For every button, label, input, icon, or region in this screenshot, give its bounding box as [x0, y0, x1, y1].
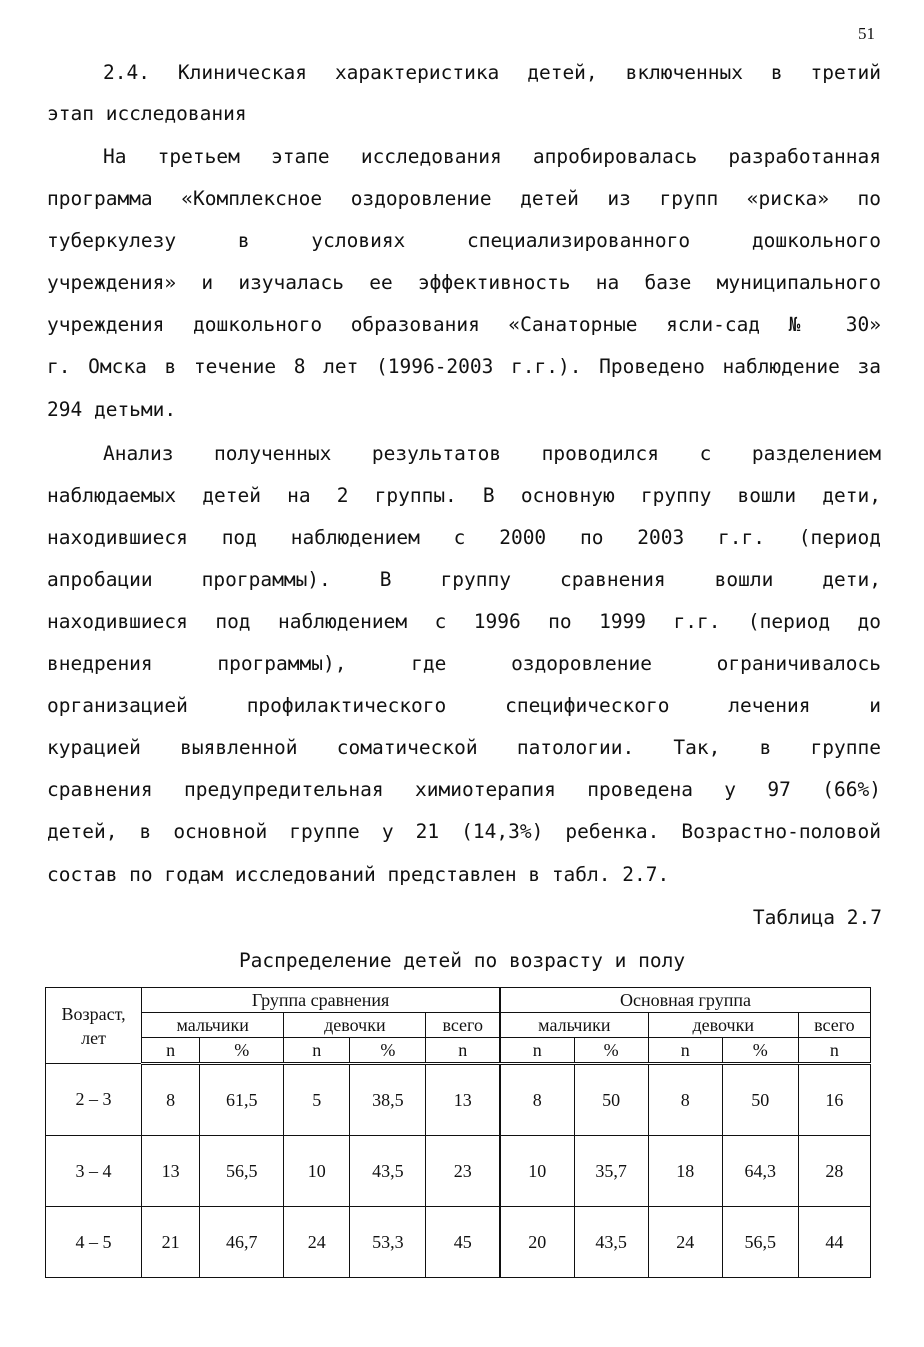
table-cell: 64,3	[722, 1136, 798, 1207]
paragraph-2-line-4: апробации программы). В группу сравнения вошли дети,	[47, 568, 881, 591]
table-cell: 8	[142, 1064, 200, 1136]
header-n: n	[142, 1038, 200, 1064]
age-cell: 2 – 3	[46, 1064, 142, 1136]
table-cell: 10	[284, 1136, 350, 1207]
paragraph-1-line-4: учреждения» и изучалась ее эффективность на базе муниципального	[47, 271, 881, 294]
paragraph-1-line-2: программа «Комплексное оздоровление детей из групп «риска» по	[47, 187, 881, 210]
paragraph-2-line-3: находившиеся под наблюдением с 2000 по 2003 г.г. (период	[47, 526, 881, 549]
paragraph-2-line-2: наблюдаемых детей на 2 группы. В основную группу вошли дети,	[47, 484, 881, 507]
comparison-girls-header: девочки	[284, 1013, 426, 1038]
distribution-table	[45, 987, 871, 1278]
table-cell: 23	[426, 1136, 500, 1207]
header-pct: %	[350, 1038, 426, 1064]
header-n: n	[426, 1038, 500, 1064]
table-cell: 13	[426, 1064, 500, 1136]
paragraph-2-line-9: сравнения предупредительная химиотерапия проведена у 97 (66%)	[47, 778, 881, 801]
table-cell: 35,7	[574, 1136, 648, 1207]
section-heading-line-2: этап исследования	[47, 102, 247, 125]
table-cell: 8	[500, 1064, 574, 1136]
header-pct: %	[722, 1038, 798, 1064]
table-cell: 18	[648, 1136, 722, 1207]
table-row	[46, 1136, 871, 1207]
section-heading-line-1: 2.4. Клиническая характеристика детей, включенных в третий	[103, 61, 881, 84]
table-cell: 24	[648, 1207, 722, 1278]
header-pct: %	[574, 1038, 648, 1064]
table-caption: Распределение детей по возрасту и полу	[238, 949, 686, 972]
table-header-row-1	[46, 988, 871, 1013]
header-n: n	[648, 1038, 722, 1064]
paragraph-2-line-7: организацией профилактического специфического лечения и	[47, 694, 881, 717]
paragraph-2-line-5: находившиеся под наблюдением с 1996 по 1999 г.г. (период до	[47, 610, 881, 633]
paragraph-2-line-1: Анализ полученных результатов проводился с разделением	[103, 442, 881, 465]
table-cell: 50	[574, 1064, 648, 1136]
age-header	[46, 988, 142, 1064]
table-cell: 45	[426, 1207, 500, 1278]
page-number: 51	[858, 24, 875, 43]
paragraph-1-line-3: туберкулезу в условиях специализированного дошкольного	[47, 229, 881, 252]
paragraph-1-line-5: учреждения дошкольного образования «Санаторные ясли-сад № 30»	[47, 313, 881, 336]
table-cell: 5	[284, 1064, 350, 1136]
table-row	[46, 1064, 871, 1136]
paragraph-2-line-6: внедрения программы), где оздоровление ограничивалось	[47, 652, 881, 675]
paragraph-2-line-8: курацией выявленной соматической патологии. Так, в группе	[47, 736, 881, 759]
table-cell: 46,7	[200, 1207, 284, 1278]
table-cell: 24	[284, 1207, 350, 1278]
table-cell: 44	[798, 1207, 870, 1278]
paragraph-1-line-1: На третьем этапе исследования апробировалась разработанная	[103, 145, 881, 168]
main-boys-header: мальчики	[500, 1013, 648, 1038]
table-row	[46, 1207, 871, 1278]
table-cell: 16	[798, 1064, 870, 1136]
header-n: n	[500, 1038, 574, 1064]
age-cell: 3 – 4	[46, 1136, 142, 1207]
comparison-boys-header: мальчики	[142, 1013, 284, 1038]
table-cell: 61,5	[200, 1064, 284, 1136]
table-cell: 53,3	[350, 1207, 426, 1278]
table-cell: 10	[500, 1136, 574, 1207]
table-cell: 13	[142, 1136, 200, 1207]
header-n: n	[798, 1038, 870, 1064]
paragraph-1-line-6: г. Омска в течение 8 лет (1996-2003 г.г.). Проведено наблюдение за	[47, 355, 881, 378]
table-cell: 20	[500, 1207, 574, 1278]
paragraph-1-line-7: 294 детьми.	[47, 398, 177, 421]
age-cell: 4 – 5	[46, 1207, 142, 1278]
table-header-row-3	[46, 1038, 871, 1064]
table-cell: 8	[648, 1064, 722, 1136]
group-main-header: Основная группа	[500, 988, 871, 1013]
table-cell: 56,5	[200, 1136, 284, 1207]
main-girls-header: девочки	[648, 1013, 798, 1038]
table-cell: 56,5	[722, 1207, 798, 1278]
group-comparison-header: Группа сравнения	[142, 988, 500, 1013]
header-n: n	[284, 1038, 350, 1064]
table-label: Таблица 2.7	[752, 906, 882, 929]
header-pct: %	[200, 1038, 284, 1064]
paragraph-2-line-10: детей, в основной группе у 21 (14,3%) ребенка. Возрастно-половой	[47, 820, 881, 843]
table-header-row-2	[46, 1013, 871, 1038]
main-total-header: всего	[798, 1013, 870, 1038]
table-cell: 43,5	[574, 1207, 648, 1278]
table-cell: 50	[722, 1064, 798, 1136]
table-cell: 38,5	[350, 1064, 426, 1136]
age-header-label: Возраст, лет	[61, 1003, 126, 1048]
table-cell: 43,5	[350, 1136, 426, 1207]
comparison-total-header: всего	[426, 1013, 500, 1038]
paragraph-2-line-11: состав по годам исследований представлен в табл. 2.7.	[47, 863, 670, 886]
table-cell: 21	[142, 1207, 200, 1278]
table-cell: 28	[798, 1136, 870, 1207]
